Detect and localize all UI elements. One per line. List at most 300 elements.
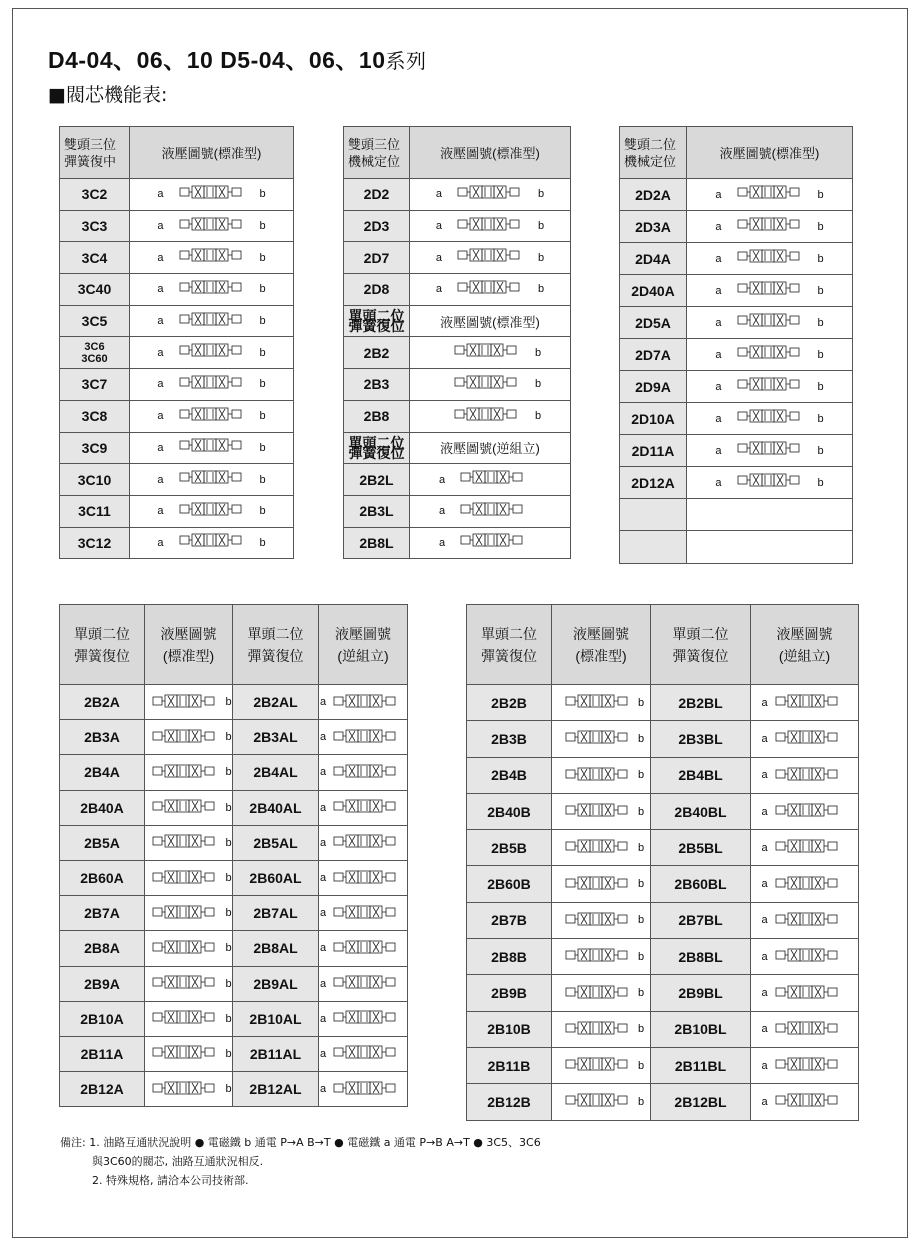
header-2ba-symbol: 液壓圖號 (標准型) (145, 605, 233, 685)
spool-code: 2B5A (60, 825, 145, 860)
valve-symbol-icon (151, 971, 219, 993)
solenoid-a-label: a (438, 505, 446, 518)
table-row (467, 793, 859, 829)
hydraulic-symbol (687, 435, 853, 467)
spool-code: 2D3 (344, 210, 410, 242)
table-row (344, 400, 571, 432)
spool-code: 2D7A (620, 339, 687, 371)
hydraulic-symbol (552, 902, 651, 938)
spool-code: 3C9 (60, 432, 130, 464)
spool-code: 2D5A (620, 307, 687, 339)
solenoid-a-label: a (761, 732, 768, 745)
solenoid-a-label: a (157, 346, 164, 359)
hydraulic-symbol (552, 866, 651, 902)
solenoid-a-label: a (761, 696, 768, 709)
valve-symbol-icon (774, 1089, 842, 1111)
solenoid-b-label: b (259, 378, 266, 391)
valve-symbol-icon (564, 944, 632, 966)
title-models: D4-04、06、10 D5-04、06、10 (48, 47, 386, 73)
solenoid-b-label: b (637, 987, 645, 1000)
spool-code: 2B5B (467, 830, 552, 866)
valve-symbol-icon (178, 403, 246, 425)
hydraulic-symbol (552, 975, 651, 1011)
valve-symbol-icon (774, 981, 842, 1003)
table-row (60, 966, 408, 1001)
table-3c-spools (59, 126, 294, 559)
valve-symbol-icon (736, 245, 804, 267)
valve-symbol-icon (774, 799, 842, 821)
spool-code-reverse: 2B5AL (233, 825, 319, 860)
spool-code-reverse: 2B40BL (651, 793, 751, 829)
empty-cell (620, 531, 687, 564)
spool-code-reverse: 2B12BL (651, 1084, 751, 1120)
valve-symbol-icon (178, 466, 246, 488)
hydraulic-symbol-reverse (751, 757, 859, 793)
table-row (467, 1047, 859, 1083)
hydraulic-symbol (687, 467, 853, 499)
solenoid-a-label: a (715, 316, 722, 329)
spool-code: 2B40A (60, 790, 145, 825)
spool-code: 2B11B (467, 1047, 552, 1083)
solenoid-a-label: a (715, 220, 722, 233)
table-row (620, 339, 853, 371)
valve-symbol-icon (736, 309, 804, 331)
valve-symbol-icon (774, 726, 842, 748)
spool-code: 3C11 (60, 495, 130, 527)
spool-code: 2B2L (344, 464, 410, 496)
hydraulic-symbol (130, 495, 294, 527)
spool-code: 2B4B (467, 757, 552, 793)
valve-symbol-icon (151, 795, 219, 817)
solenoid-b-label: b (259, 536, 266, 549)
solenoid-a-label: a (319, 801, 327, 814)
hydraulic-symbol (130, 274, 294, 306)
spool-code: 2B8 (344, 400, 410, 432)
solenoid-a-label: a (715, 444, 722, 457)
solenoid-a-label: a (715, 380, 722, 393)
solenoid-a-label: a (157, 410, 164, 423)
hydraulic-symbol (687, 275, 853, 307)
table-row (344, 527, 571, 559)
valve-symbol-icon (564, 1089, 632, 1111)
header-2bal-type: 單頭二位 彈簧復位 (233, 605, 319, 685)
solenoid-a-label: a (715, 476, 722, 489)
hydraulic-symbol (410, 400, 571, 432)
solenoid-b-label: b (259, 346, 266, 359)
valve-symbol-icon (564, 799, 632, 821)
solenoid-a-label: a (157, 188, 164, 201)
hydraulic-symbol-reverse (319, 790, 408, 825)
spool-code: 3C10 (60, 464, 130, 496)
spool-code-reverse: 2B9BL (651, 975, 751, 1011)
valve-symbol-icon (151, 866, 219, 888)
hydraulic-symbol-reverse (319, 931, 408, 966)
valve-symbol-icon (178, 498, 246, 520)
table-row (344, 210, 571, 242)
valve-symbol-icon (774, 1053, 842, 1075)
table-row (60, 790, 408, 825)
table-row (620, 467, 853, 499)
solenoid-b-label: b (637, 914, 645, 927)
solenoid-b-label: b (259, 251, 266, 264)
valve-symbol-icon (178, 276, 246, 298)
spool-code-reverse: 2B8BL (651, 939, 751, 975)
spool-code: 2D12A (620, 467, 687, 499)
table-2bb-spools (466, 604, 859, 1121)
spool-code-reverse: 2B3BL (651, 721, 751, 757)
spool-code: 2B7B (467, 902, 552, 938)
valve-symbol-icon (332, 1006, 400, 1028)
hydraulic-symbol-reverse (751, 975, 859, 1011)
solenoid-b-label: b (225, 872, 232, 885)
solenoid-b-label: b (637, 1059, 645, 1072)
table-row (620, 275, 853, 307)
valve-symbol-icon (178, 339, 246, 361)
hydraulic-symbol (145, 685, 233, 720)
valve-symbol-icon (178, 244, 246, 266)
solenoid-a-label: a (319, 696, 327, 709)
table-row (60, 400, 294, 432)
table-row (620, 307, 853, 339)
solenoid-a-label: a (319, 872, 327, 885)
solenoid-a-label: a (761, 950, 768, 963)
solenoid-a-label: a (435, 251, 442, 264)
table-row (60, 896, 408, 931)
solenoid-b-label: b (259, 410, 266, 423)
hydraulic-symbol-reverse (319, 755, 408, 790)
valve-symbol-icon (564, 872, 632, 894)
spool-code: 3C5 (60, 305, 130, 337)
table-row (60, 825, 408, 860)
spool-code: 2B4A (60, 755, 145, 790)
hydraulic-symbol-reverse (751, 721, 859, 757)
solenoid-a-label: a (761, 878, 768, 891)
valve-symbol-icon (151, 725, 219, 747)
solenoid-a-label: a (715, 284, 722, 297)
spool-code: 2D9A (620, 371, 687, 403)
hydraulic-symbol (552, 939, 651, 975)
sub-header-type: 單頭二位 彈簧復位 (344, 305, 410, 337)
hydraulic-symbol (130, 179, 294, 211)
sub-header-row (344, 305, 571, 337)
empty-row (620, 499, 853, 531)
valve-symbol-icon (564, 1053, 632, 1075)
table-row (467, 757, 859, 793)
table-row (620, 371, 853, 403)
valve-symbol-icon (151, 760, 219, 782)
spool-code: 2D10A (620, 403, 687, 435)
solenoid-a-label: a (761, 805, 768, 818)
solenoid-a-label: a (157, 441, 164, 454)
hydraulic-symbol (410, 369, 571, 401)
solenoid-b-label: b (534, 378, 542, 391)
spool-code-reverse: 2B7AL (233, 896, 319, 931)
solenoid-b-label: b (817, 220, 824, 233)
solenoid-b-label: b (637, 732, 645, 745)
spool-code-reverse: 2B3AL (233, 720, 319, 755)
hydraulic-symbol-reverse (319, 1036, 408, 1071)
solenoid-b-label: b (817, 412, 824, 425)
valve-symbol-icon (151, 830, 219, 852)
valve-symbol-icon (151, 1077, 219, 1099)
empty-row (620, 531, 853, 564)
solenoid-a-label: a (761, 1023, 768, 1036)
header-3c-type: 雙頭三位 彈簧復中 (60, 127, 130, 179)
solenoid-b-label: b (534, 410, 542, 423)
table-row (60, 527, 294, 559)
valve-symbol-icon (774, 944, 842, 966)
table-row (60, 1072, 408, 1107)
hydraulic-symbol (145, 860, 233, 895)
solenoid-b-label: b (637, 1095, 645, 1108)
valve-symbol-icon (332, 690, 400, 712)
solenoid-b-label: b (225, 942, 232, 955)
solenoid-b-label: b (538, 251, 545, 264)
valve-symbol-icon (459, 466, 527, 488)
spool-code: 2B60A (60, 860, 145, 895)
spool-code: 3C40 (60, 274, 130, 306)
hydraulic-symbol-reverse (319, 966, 408, 1001)
hydraulic-symbol (410, 337, 571, 369)
spool-code: 2B7A (60, 896, 145, 931)
valve-symbol-icon (459, 498, 527, 520)
hydraulic-symbol (552, 793, 651, 829)
hydraulic-symbol-reverse (751, 793, 859, 829)
table-row (60, 464, 294, 496)
spool-code-reverse: 2B40AL (233, 790, 319, 825)
solenoid-b-label: b (259, 473, 266, 486)
solenoid-a-label: a (761, 987, 768, 1000)
hydraulic-symbol (552, 1084, 651, 1120)
hydraulic-symbol (410, 179, 571, 211)
solenoid-b-label: b (817, 444, 824, 457)
valve-symbol-icon (453, 339, 521, 361)
valve-symbol-icon (459, 529, 527, 551)
solenoid-b-label: b (259, 188, 266, 201)
table-row (467, 939, 859, 975)
hydraulic-symbol (552, 1047, 651, 1083)
solenoid-b-label: b (534, 346, 542, 359)
header-2bbl-symbol: 液壓圖號 (逆組立) (751, 605, 859, 685)
valve-symbol-icon (736, 437, 804, 459)
solenoid-b-label: b (637, 696, 645, 709)
table-row (620, 211, 853, 243)
table-row (620, 403, 853, 435)
hydraulic-symbol (687, 339, 853, 371)
solenoid-b-label: b (637, 1023, 645, 1036)
spool-code: 2B40B (467, 793, 552, 829)
valve-symbol-icon (564, 908, 632, 930)
valve-symbol-icon (453, 371, 521, 393)
spool-code-reverse: 2B12AL (233, 1072, 319, 1107)
table-row (467, 1011, 859, 1047)
spool-code: 2B9B (467, 975, 552, 1011)
spool-code: 2B3A (60, 720, 145, 755)
valve-symbol-icon (178, 213, 246, 235)
spool-code: 2B60B (467, 866, 552, 902)
solenoid-a-label: a (319, 977, 327, 990)
valve-symbol-icon (564, 835, 632, 857)
valve-symbol-icon (564, 763, 632, 785)
spool-code: 2D3A (620, 211, 687, 243)
valve-symbol-icon (564, 690, 632, 712)
solenoid-b-label: b (225, 1012, 232, 1025)
solenoid-b-label: b (637, 805, 645, 818)
valve-symbol-icon (774, 908, 842, 930)
hydraulic-symbol (410, 495, 571, 527)
hydraulic-symbol (410, 527, 571, 559)
spool-code-reverse: 2B60AL (233, 860, 319, 895)
solenoid-b-label: b (225, 977, 232, 990)
hydraulic-symbol-reverse (751, 1084, 859, 1120)
table-row (467, 721, 859, 757)
solenoid-a-label: a (157, 283, 164, 296)
spool-code: 2B10A (60, 1001, 145, 1036)
hydraulic-symbol-reverse (751, 685, 859, 721)
spool-code: 2B2A (60, 685, 145, 720)
hydraulic-symbol (130, 242, 294, 274)
header-2d-type: 雙頭三位 機械定位 (344, 127, 410, 179)
hydraulic-symbol-reverse (751, 939, 859, 975)
empty-cell (687, 499, 853, 531)
hydraulic-symbol (410, 274, 571, 306)
hydraulic-symbol (552, 830, 651, 866)
solenoid-b-label: b (817, 252, 824, 265)
valve-symbol-icon (736, 181, 804, 203)
spool-code-reverse: 2B8AL (233, 931, 319, 966)
valve-symbol-icon (151, 1041, 219, 1063)
hydraulic-symbol (145, 931, 233, 966)
spool-code-reverse: 2B11AL (233, 1036, 319, 1071)
valve-symbol-icon (332, 760, 400, 782)
valve-symbol-icon (456, 244, 524, 266)
solenoid-b-label: b (538, 188, 545, 201)
spool-code: 3C2 (60, 179, 130, 211)
valve-symbol-icon (736, 341, 804, 363)
solenoid-b-label: b (225, 1047, 232, 1060)
valve-symbol-icon (774, 835, 842, 857)
hydraulic-symbol (552, 685, 651, 721)
valve-symbol-icon (774, 763, 842, 785)
spool-code: 2B2B (467, 685, 552, 721)
header-3c-symbol: 液壓圖號(標准型) (130, 127, 294, 179)
solenoid-b-label: b (225, 696, 232, 709)
spool-code: 2B8B (467, 939, 552, 975)
solenoid-a-label: a (157, 251, 164, 264)
solenoid-b-label: b (637, 950, 645, 963)
header-2bb-symbol: 液壓圖號 (標准型) (552, 605, 651, 685)
table-row (467, 685, 859, 721)
spool-code: 2B9A (60, 966, 145, 1001)
valve-symbol-icon (151, 1006, 219, 1028)
table-row (60, 860, 408, 895)
solenoid-a-label: a (761, 841, 768, 854)
hydraulic-symbol (687, 371, 853, 403)
valve-symbol-icon (453, 403, 521, 425)
solenoid-a-label: a (438, 536, 446, 549)
sub-header-symbol: 液壓圖號(逆組立) (410, 432, 571, 464)
solenoid-a-label: a (715, 252, 722, 265)
hydraulic-symbol (552, 1011, 651, 1047)
hydraulic-symbol (145, 825, 233, 860)
hydraulic-symbol-reverse (751, 1011, 859, 1047)
table-row (60, 720, 408, 755)
valve-symbol-icon (332, 971, 400, 993)
valve-symbol-icon (456, 181, 524, 203)
table-row (620, 179, 853, 211)
table-row (344, 179, 571, 211)
hydraulic-symbol (145, 1072, 233, 1107)
header-2bb-type: 單頭二位 彈簧復位 (467, 605, 552, 685)
valve-symbol-icon (774, 1017, 842, 1039)
note-2: 2. 特殊規格, 請洽本公司技術部. (92, 1174, 249, 1187)
solenoid-b-label: b (538, 220, 545, 233)
solenoid-a-label: a (438, 473, 446, 486)
valve-symbol-icon (736, 469, 804, 491)
solenoid-a-label: a (157, 315, 164, 328)
table-row (467, 902, 859, 938)
table-row (60, 337, 294, 369)
header-2bal-symbol: 液壓圖號 (逆組立) (319, 605, 408, 685)
hydraulic-symbol (687, 179, 853, 211)
empty-cell (687, 531, 853, 564)
solenoid-b-label: b (225, 836, 232, 849)
solenoid-b-label: b (259, 315, 266, 328)
note-1-continued: 與3C60的閥芯, 油路互通狀況相反. (92, 1155, 264, 1168)
spool-code: 2B3B (467, 721, 552, 757)
hydraulic-symbol-reverse (751, 830, 859, 866)
spool-code-reverse: 2B4BL (651, 757, 751, 793)
table-row (60, 305, 294, 337)
header-2d-symbol: 液壓圖號(標准型) (410, 127, 571, 179)
table-row (60, 274, 294, 306)
spool-code: 2D2 (344, 179, 410, 211)
valve-symbol-icon (332, 1077, 400, 1099)
table-row (60, 1001, 408, 1036)
solenoid-a-label: a (319, 766, 327, 779)
hydraulic-symbol (145, 966, 233, 1001)
solenoid-a-label: a (319, 1047, 327, 1060)
empty-cell (620, 499, 687, 531)
solenoid-a-label: a (157, 473, 164, 486)
valve-symbol-icon (178, 181, 246, 203)
valve-symbol-icon (151, 936, 219, 958)
hydraulic-symbol-reverse (319, 825, 408, 860)
spool-code: 2B8A (60, 931, 145, 966)
solenoid-b-label: b (637, 769, 645, 782)
spool-code: 2B8L (344, 527, 410, 559)
table-row (467, 1084, 859, 1120)
table-row (60, 755, 408, 790)
table-row (467, 866, 859, 902)
table-row (344, 495, 571, 527)
solenoid-a-label: a (435, 188, 442, 201)
table-row (60, 931, 408, 966)
table-row (344, 337, 571, 369)
solenoid-b-label: b (225, 766, 232, 779)
solenoid-b-label: b (817, 188, 824, 201)
valve-symbol-icon (332, 936, 400, 958)
footnotes (60, 1133, 541, 1190)
solenoid-a-label: a (435, 220, 442, 233)
table-row (620, 435, 853, 467)
spool-code: 3C6 3C60 (60, 337, 130, 369)
valve-symbol-icon (456, 276, 524, 298)
valve-symbol-icon (564, 1017, 632, 1039)
valve-symbol-icon (178, 434, 246, 456)
hydraulic-symbol-reverse (319, 1072, 408, 1107)
hydraulic-symbol (552, 721, 651, 757)
